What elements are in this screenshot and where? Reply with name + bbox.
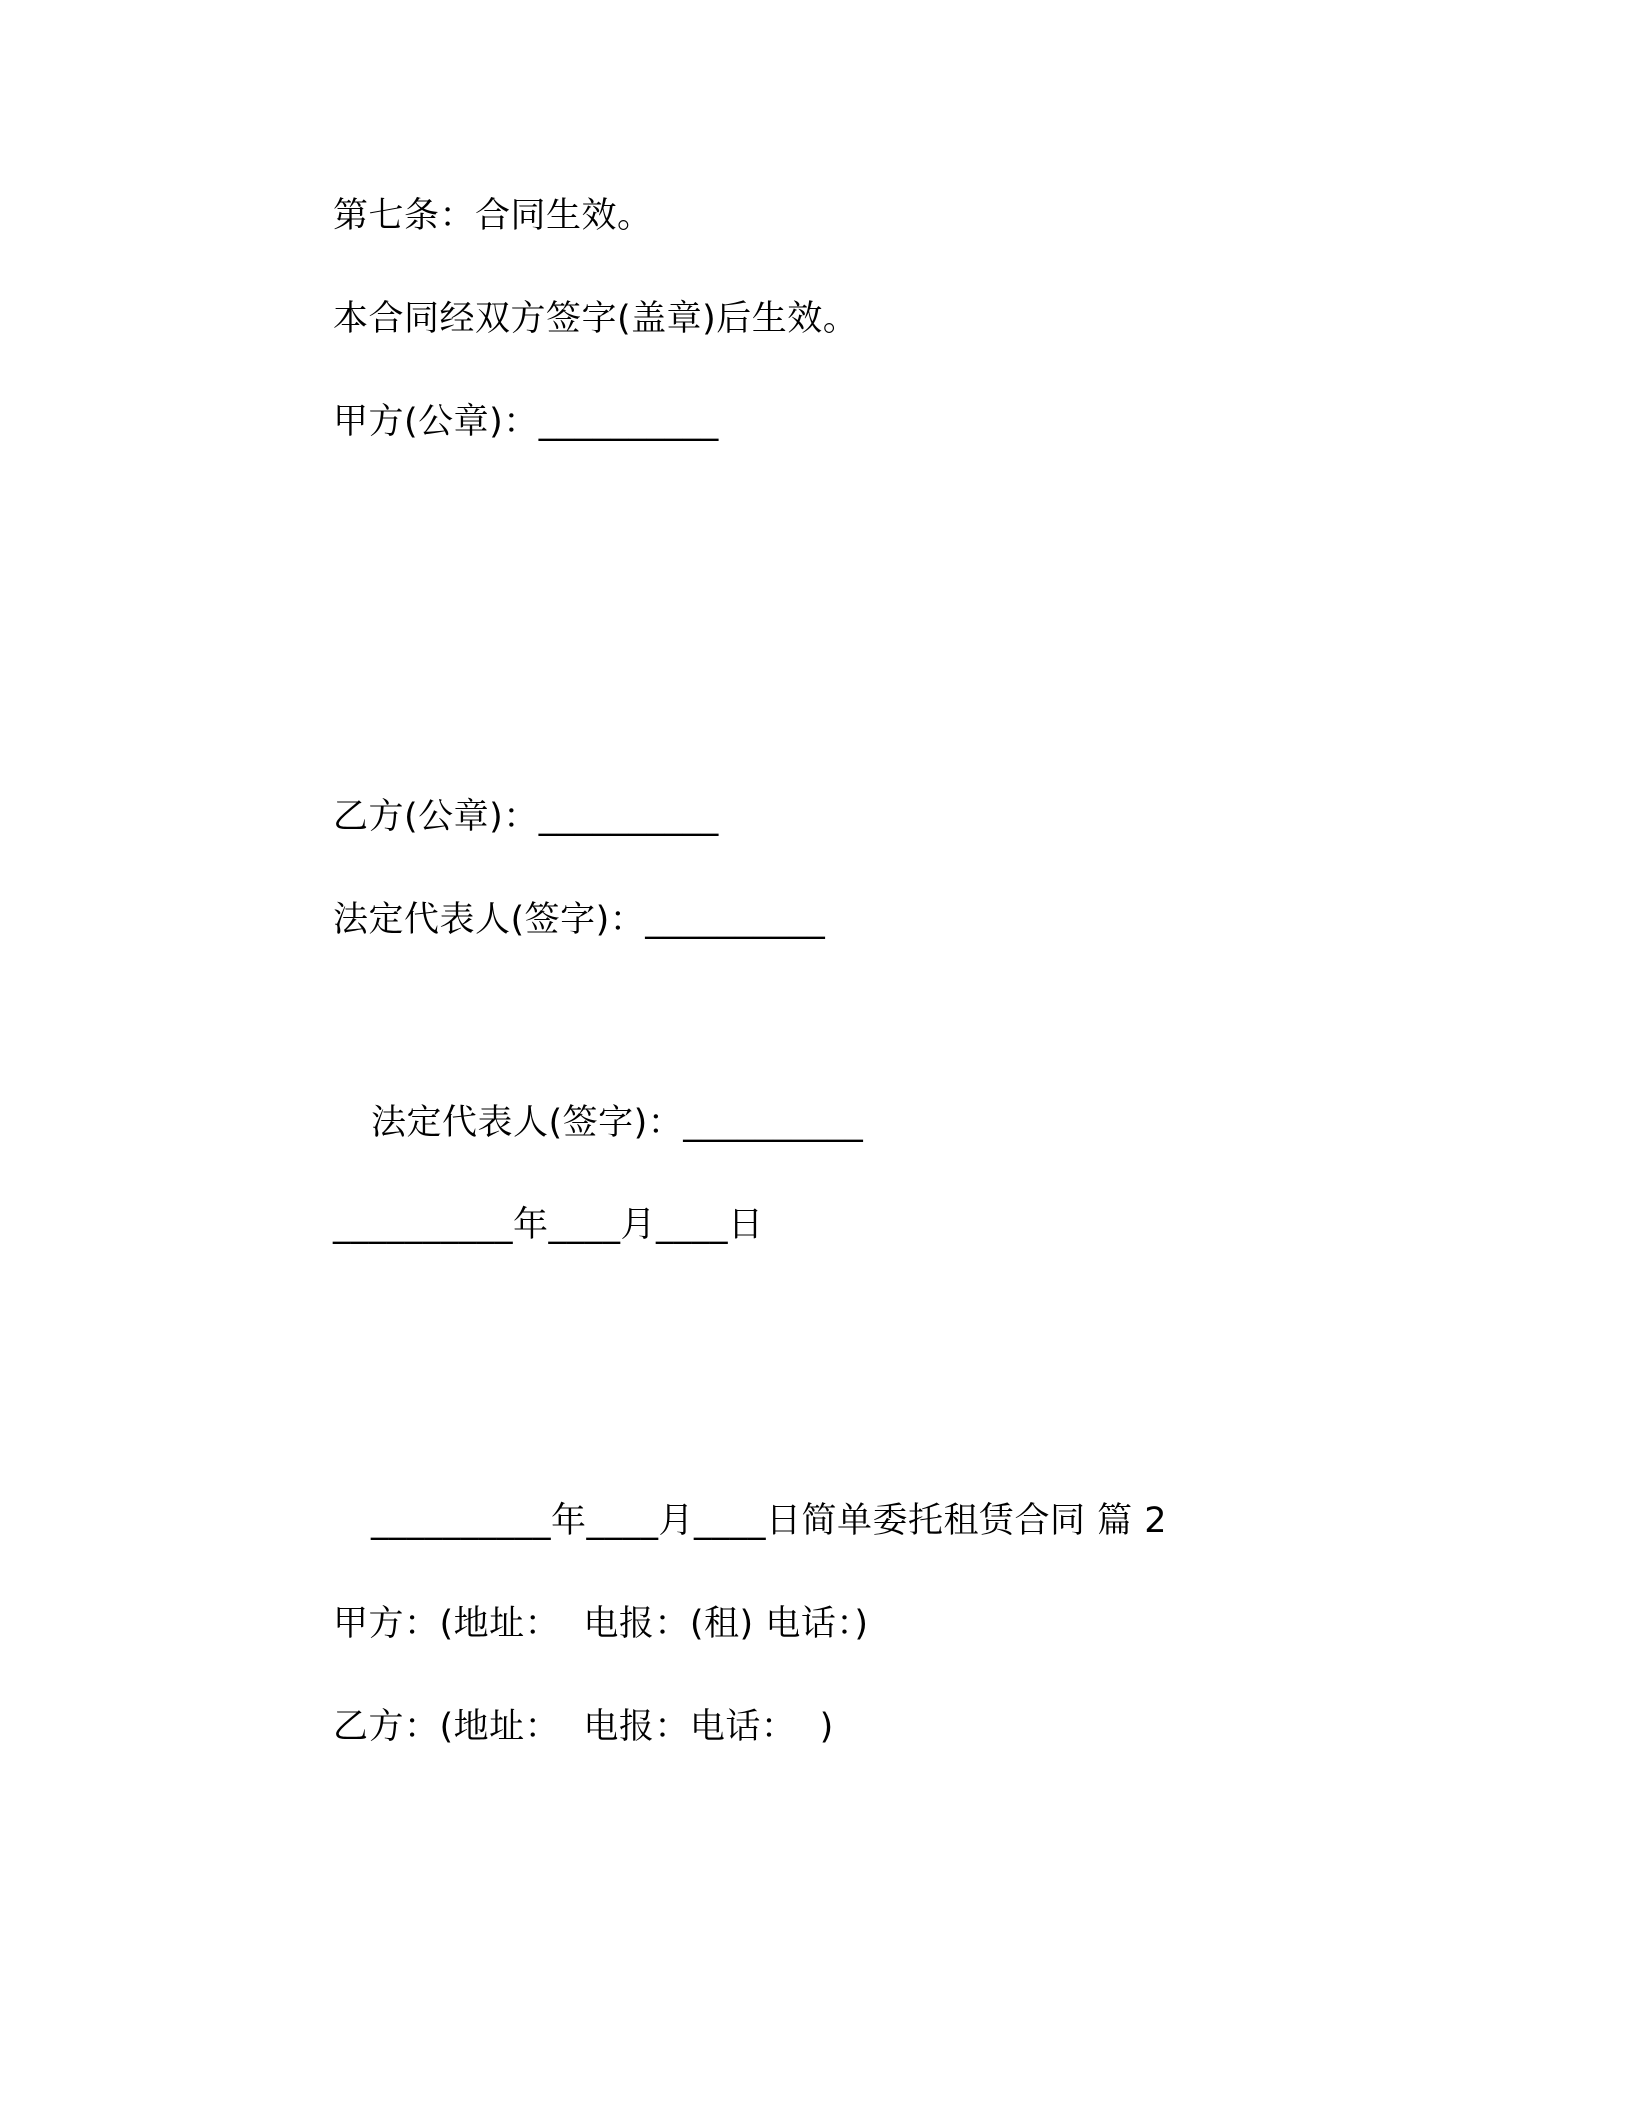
article-seven-heading: 第七条：合同生效。 — [333, 196, 653, 236]
date-line: __________年____月____日 — [333, 1205, 764, 1245]
legal-representative-signature-line: 法定代表人(签字)：__________ — [333, 900, 826, 940]
party-b-contact-line: 乙方：(地址： 电报：电话： ) — [333, 1707, 834, 1747]
party-a-seal-line: 甲方(公章)：__________ — [333, 402, 719, 442]
legal-representative-signature-line-indented: 法定代表人(签字)：__________ — [371, 1103, 864, 1143]
party-b-seal-line: 乙方(公章)：__________ — [333, 797, 719, 837]
effectiveness-clause: 本合同经双方签字(盖章)后生效。 — [333, 299, 859, 339]
contract-two-title: __________年____月____日简单委托租赁合同 篇 2 — [371, 1501, 1168, 1541]
party-a-contact-line: 甲方：(地址： 电报：(租) 电话：) — [333, 1604, 869, 1644]
